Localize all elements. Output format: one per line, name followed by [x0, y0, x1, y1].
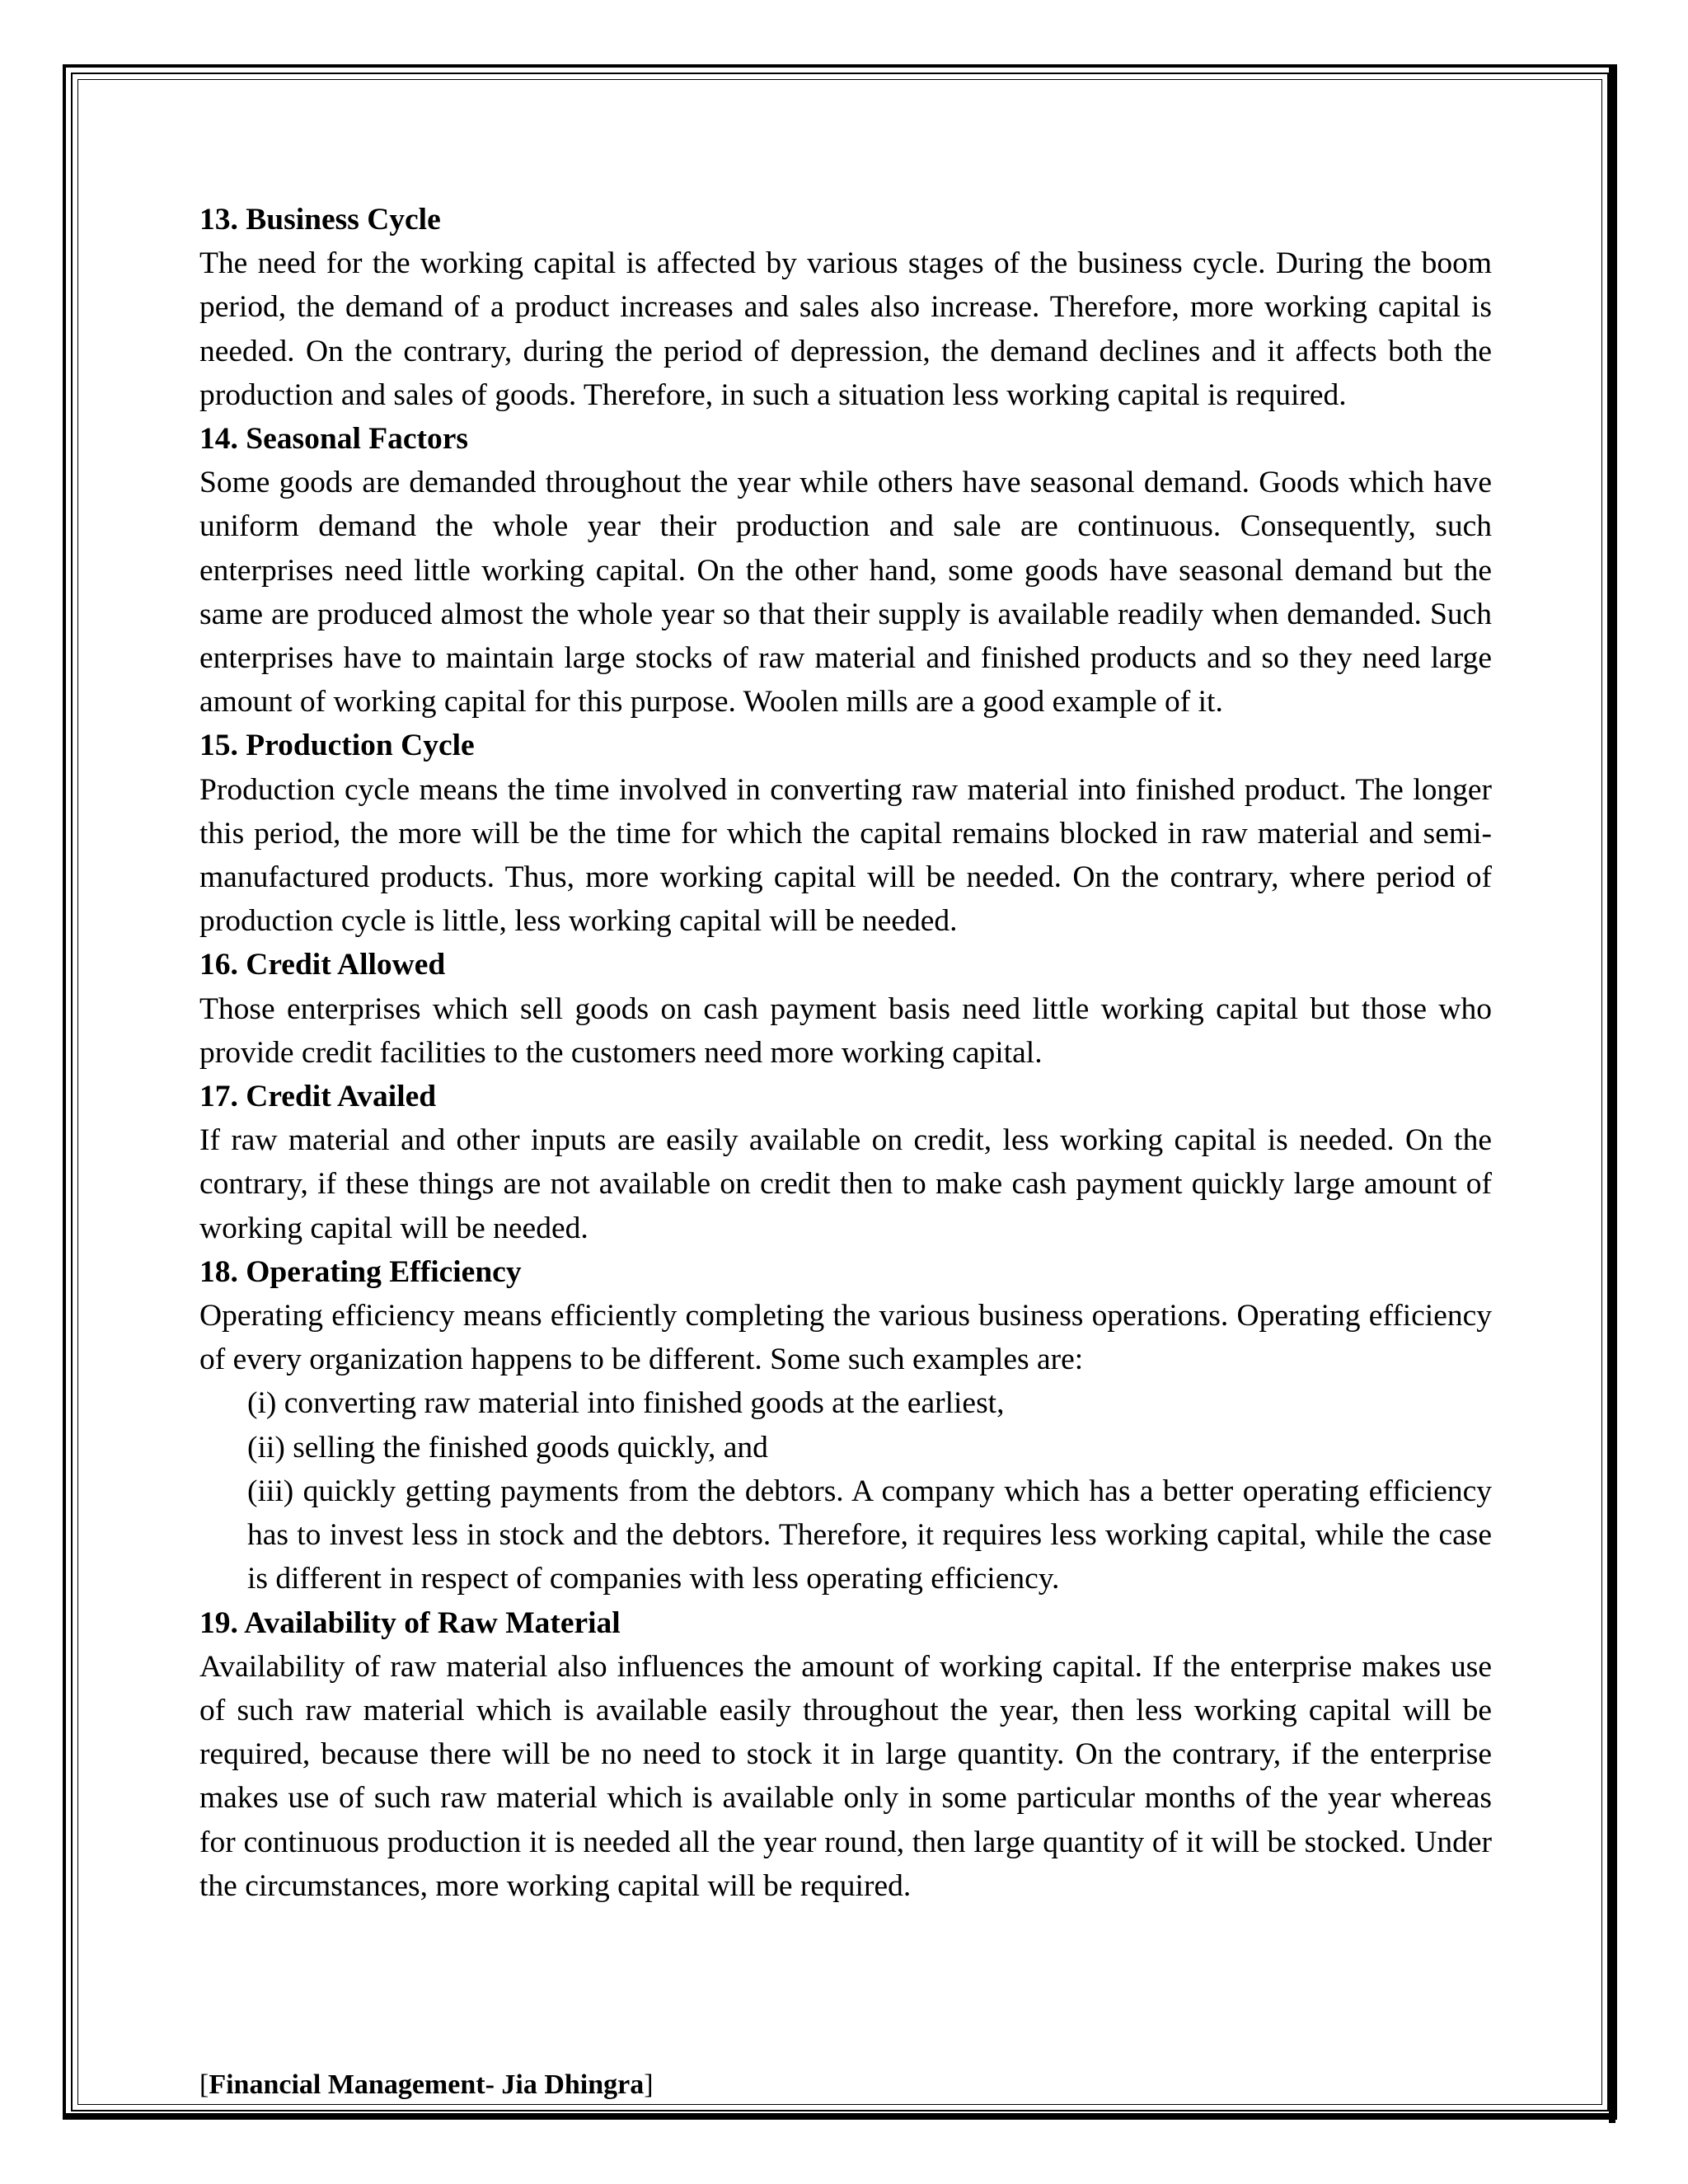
section-paragraph: If raw material and other inputs are easily available on credit, less working capital is needed. On the contrary, if these things are not available on credit then to make cash payment quickly large amount of working capital will be needed.: [199, 1123, 1492, 1245]
section-paragraph: Availability of raw material also influences the amount of working capital. If the enterprise makes use of such raw material which is available easily throughout the year, then less working capital will be required, because there will be no need to stock it in large quantity. On the contrary, if the enterprise makes use of such raw material which is available only in some particular months of the year whereas for continuous production it is needed all the year round, then large quantity of it will be stocked. Under the circumstances, more working capital will be required.: [199, 1649, 1492, 1903]
footer-open-bracket: [: [199, 2069, 209, 2100]
section-credit-allowed: [199, 943, 1492, 1075]
page-content: [199, 198, 1492, 1908]
section-heading: 15. Production Cycle: [199, 729, 475, 763]
list-item: (iii) quickly getting payments from the debtors. A company which has a better operating efficiency has to invest less in stock and the debtors. Therefore, it requires less working capital, while the case is different in respect of companies with less operating efficiency.: [247, 1474, 1492, 1596]
section-seasonal-factors: [199, 417, 1492, 724]
section-business-cycle: [199, 198, 1492, 417]
section-paragraph: Operating efficiency means efficiently completing the various business operations. Operating efficiency of every organization happens to be different. Some such examples are:: [199, 1299, 1492, 1377]
examples-list: [199, 1381, 1492, 1601]
section-production-cycle: [199, 724, 1492, 943]
section-heading: 19. Availability of Raw Material: [199, 1605, 621, 1640]
section-paragraph: Some goods are demanded throughout the year while others have seasonal demand. Goods which have uniform demand the whole year their production and sale are continuous. Consequently, such enterprises need little working capital. On the other hand, some goods have seasonal demand but the same are produced almost the whole year so that their supply is available readily when demanded. Such enterprises have to maintain large stocks of raw material and finished products and so they need large amount of working capital for this purpose. Woolen mills are a good example of it.: [199, 466, 1492, 719]
page-footer: [199, 2067, 654, 2103]
section-paragraph: Production cycle means the time involved in converting raw material into finished product. The longer this period, the more will be the time for which the capital remains blocked in raw material and semi-manufactured products. Thus, more working capital will be needed. On the contrary, where period of production cycle is little, less working capital will be needed.: [199, 772, 1492, 939]
section-heading: 18. Operating Efficiency: [199, 1254, 522, 1289]
section-credit-availed: [199, 1075, 1492, 1250]
section-heading: 14. Seasonal Factors: [199, 422, 469, 457]
list-item: (i) converting raw material into finished goods at the earliest,: [247, 1386, 1005, 1421]
footer-text: Financial Management- Jia Dhingra: [209, 2069, 645, 2100]
section-paragraph: The need for the working capital is affected by various stages of the business cycle. During the boom period, the demand of a product increases and sales also increase. Therefore, more working capital is needed. On the contrary, during the period of depression, the demand declines and it affects both the production and sales of goods. Therefore, in such a situation less working capital is required.: [199, 246, 1492, 412]
section-heading: 16. Credit Allowed: [199, 948, 446, 982]
list-item: (ii) selling the finished goods quickly, and: [247, 1430, 768, 1465]
section-paragraph: Those enterprises which sell goods on cash payment basis need little working capital but those who provide credit facilities to the customers need more working capital.: [199, 991, 1492, 1070]
section-availability-of-raw-material: [199, 1601, 1492, 1908]
section-heading: 13. Business Cycle: [199, 203, 441, 237]
section-heading: 17. Credit Availed: [199, 1080, 437, 1114]
section-operating-efficiency: [199, 1250, 1492, 1601]
footer-close-bracket: ]: [644, 2069, 654, 2100]
